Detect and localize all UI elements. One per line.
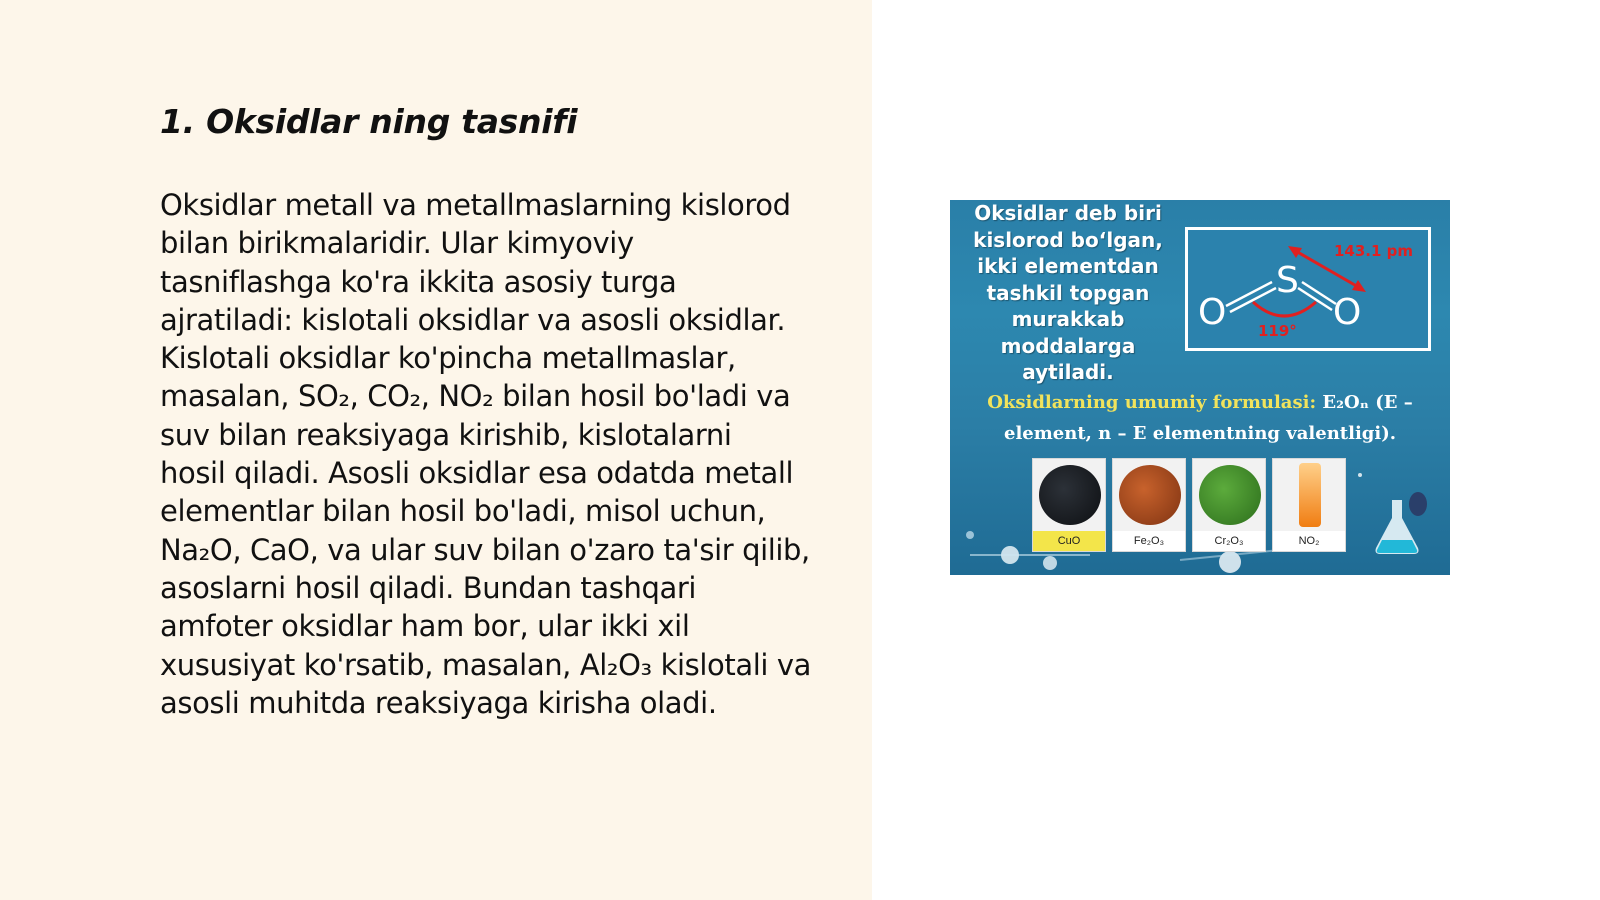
- sulfur-atom: S: [1276, 260, 1299, 301]
- body-line: hosil qiladi. Asosli oksidlar esa odatda metall: [160, 456, 794, 491]
- sample-cr2o3: [1192, 458, 1266, 552]
- slide-body-text: [160, 186, 850, 722]
- fe2o3-powder-image: [1119, 465, 1181, 525]
- formula-expression: E₂Oₙ (E –: [1322, 392, 1413, 413]
- sample-label: CuO: [1033, 531, 1105, 551]
- cr2o3-powder-image: [1199, 465, 1261, 525]
- body-line: Oksidlar metall va metallmaslarning kislorod: [160, 188, 791, 222]
- sample-label: NO₂: [1273, 531, 1345, 551]
- sample-label: Fe₂O₃: [1113, 531, 1185, 551]
- flask-icon: [1370, 490, 1430, 560]
- formula-explanation: element, n – E elementning valentligi).: [1004, 423, 1396, 444]
- body-line: elementlar bilan hosil bo'ladi, misol uchun,: [160, 494, 766, 529]
- bond-angle-label: 119°: [1258, 322, 1297, 340]
- oxygen-atom-right: O: [1333, 292, 1362, 333]
- sample-cuo: [1032, 458, 1106, 552]
- body-line: ajratiladi: kislotali oksidlar va asosli oksidlar.: [160, 302, 786, 337]
- formula-label: Oksidlarning umumiy formulasi:: [987, 392, 1317, 413]
- general-formula: [970, 387, 1430, 449]
- body-line: xususiyat ko'rsatib, masalan, Al₂O₃ kislotali va: [160, 647, 811, 682]
- body-line: masalan, SO₂, CO₂, NO₂ bilan hosil bo'ladi va: [160, 379, 791, 414]
- definition-line: murakkab: [1011, 307, 1125, 331]
- sample-no2: [1272, 458, 1346, 552]
- body-line: tasniflashga ko'ra ikkita asosiy turga: [160, 264, 677, 299]
- definition-line: aytiladi.: [1022, 360, 1114, 384]
- so2-molecule-diagram: [1185, 227, 1431, 351]
- bond-angle-arc: [1253, 302, 1316, 316]
- definition-line: ikki elementdan: [977, 254, 1159, 278]
- body-line: asosli muhitda reaksiyaga kirisha oladi.: [160, 685, 717, 720]
- oxides-infographic: [950, 200, 1450, 575]
- no2-tube-image: [1299, 463, 1321, 527]
- body-line: Na₂O, CaO, va ular suv bilan o'zaro ta'sir qilib,: [160, 532, 810, 567]
- body-line: suv bilan reaksiyaga kirishib, kislotalarni: [160, 417, 732, 452]
- body-line: bilan birikmalaridir. Ular kimyoviy: [160, 226, 634, 261]
- definition-line: kislorod bo‘lgan,: [973, 227, 1163, 252]
- body-line: Kislotali oksidlar ko'pincha metallmaslar,: [160, 341, 736, 376]
- slide-title: 1. Oksidlar ning tasnifi: [160, 102, 578, 141]
- oxide-samples: [1032, 458, 1346, 552]
- bond-length-label: 143.1 pm: [1334, 242, 1414, 260]
- cuo-powder-image: [1039, 465, 1101, 525]
- body-line: amfoter oksidlar ham bor, ular ikki xil: [160, 609, 690, 644]
- definition-line: moddalarga: [1000, 333, 1136, 358]
- definition-line: Oksidlar deb biri: [974, 201, 1162, 225]
- infographic-definition: [958, 200, 1178, 386]
- definition-line: tashkil topgan: [986, 280, 1150, 305]
- sample-fe2o3: [1112, 458, 1186, 552]
- body-line: asoslarni hosil qiladi. Bundan tashqari: [160, 570, 697, 605]
- oxygen-atom-left: O: [1198, 292, 1227, 333]
- sample-label: Cr₂O₃: [1193, 531, 1265, 551]
